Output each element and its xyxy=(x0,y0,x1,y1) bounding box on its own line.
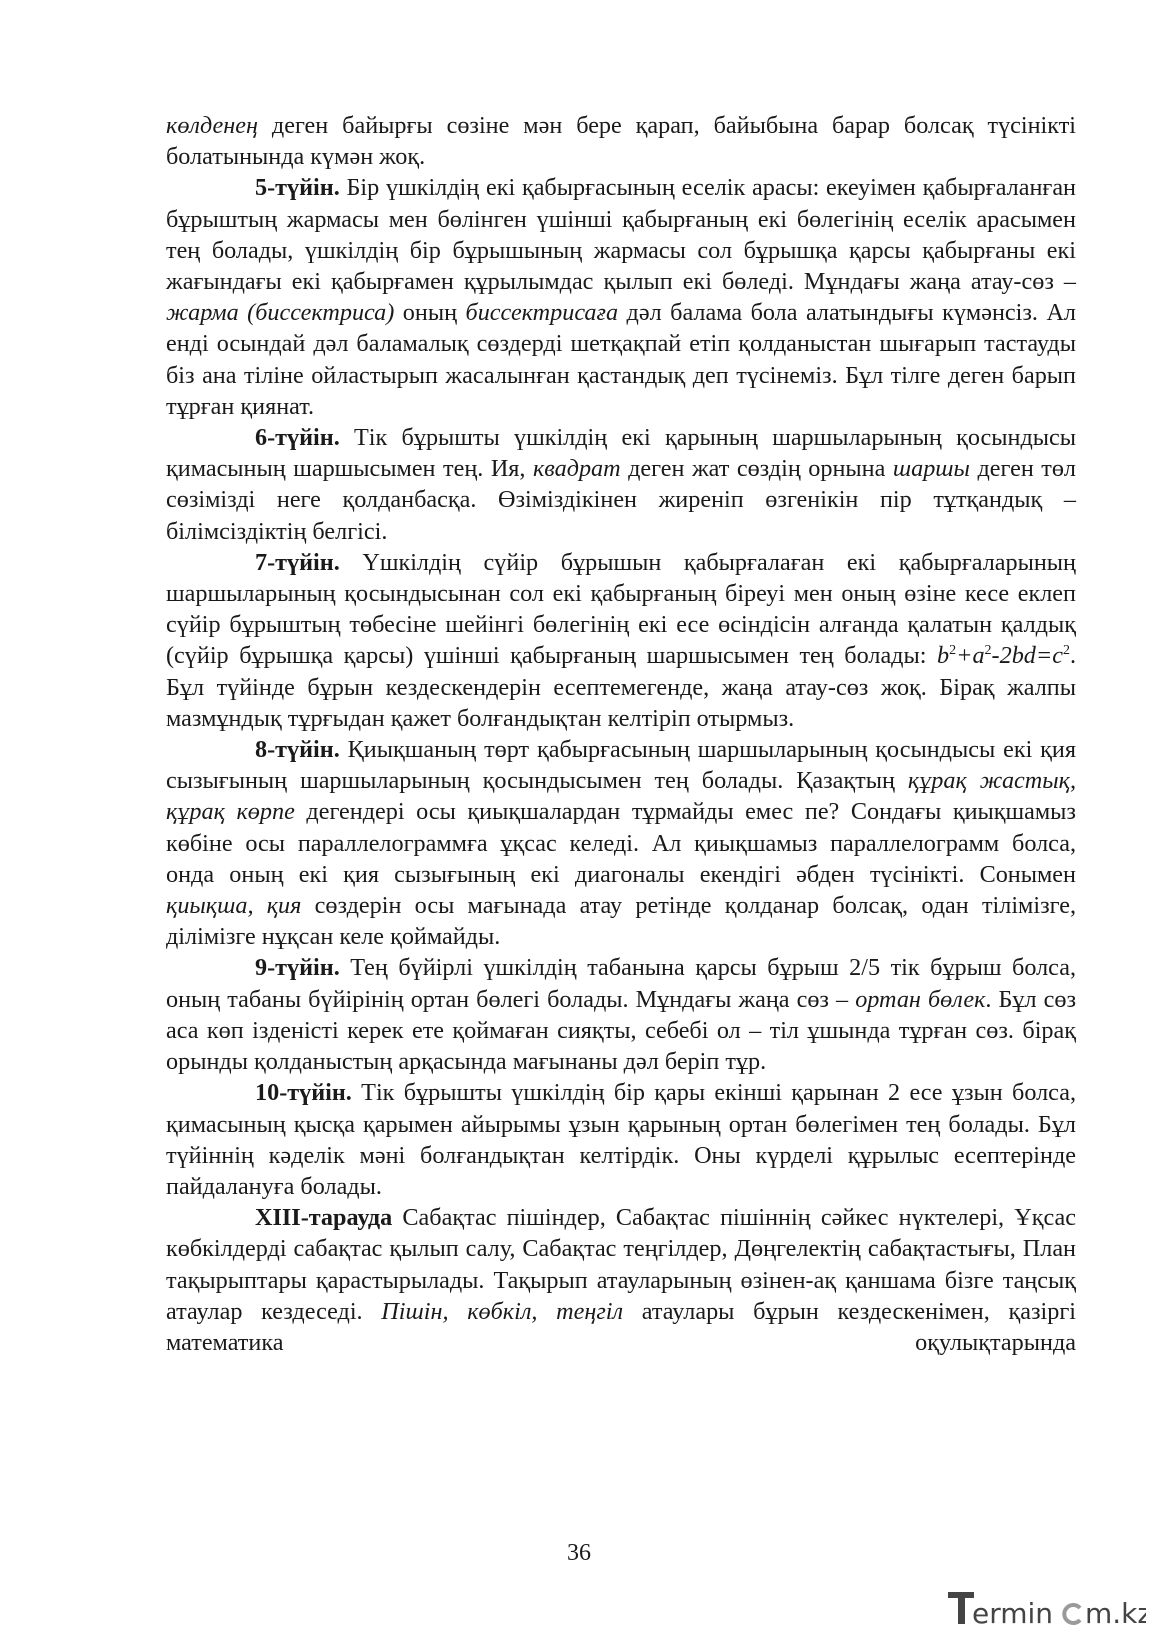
italic-text: көлденең xyxy=(166,112,258,139)
text-run: . Бұл сөз аса көп ізденісті керек ете қоймаған сияқты, себебі ол – тіл ұшында тұрған сөз. бірақ орынды қолданыстың арқасында мағынаны дәл беріп тұр. xyxy=(166,985,1077,1076)
text-run: деген төл сөзімізді неге қолданбасқа. Өзіміздікінен жиреніп өзгенікін пір тұтқандық – білімсіздіктің белгісі. xyxy=(166,455,1077,545)
italic-text: биссектрисаға xyxy=(465,299,619,327)
text-run: деген жат сөздің орнына xyxy=(620,455,893,483)
bold-text: 7-түйін. xyxy=(255,548,340,576)
italic-text: -2bd=c xyxy=(991,642,1063,670)
text-run: Сабақтас пішіндер, Сабақтас пішіннің сәйкес нүктелері, Ұқсас көбкілдерді сабақтас қылып салу, Сабақтас теңгілдер, Дөңгелектің сабақтастығы, План тақырыптары қарастырылады. Тақырып атауларының өзінен-ақ қаншама бізге таңсық атаулар кездеседі. xyxy=(166,1204,1076,1325)
text-run: сөздерін осы мағынада атау ретінде қолданар болсақ, одан тілімізге, ділімізге нұқсан келе қоймайды. xyxy=(166,892,1077,951)
paragraph xyxy=(166,1077,1076,1202)
bold-text: 8-түйін. xyxy=(255,736,340,764)
italic-text: b xyxy=(937,642,950,670)
bold-text: 10-түйін. xyxy=(255,1079,352,1107)
text-run: атаулары бұрын кездескенімен, қазіргі математика оқулықтарында xyxy=(166,1297,1076,1356)
paragraph xyxy=(166,1202,1076,1358)
text-run: оның xyxy=(394,299,466,327)
text-run: дәл балама бола алатындығы күмәнсіз. Ал енді осындай дәл баламалық сөздерді шетқақпай етіп қолданыстан шығарып тастауды біз ана тіліне ойластырып жасалынған қастандық деп түсінеміз. Бұл тілге деген барып тұрған қиянат. xyxy=(166,299,1077,420)
body-text xyxy=(166,110,1076,1358)
paragraph xyxy=(166,734,1076,952)
superscript: 2 xyxy=(984,643,992,659)
italic-text: қиықша, қия xyxy=(166,892,302,920)
logo-t-mark xyxy=(948,1592,974,1624)
text-run: Тең бүйірлі үшкілдің табанына қарсы бұрыш 2/5 тік бұрыш болса, оның табаны бүйірінің ортан бөлегі болады. Мұндағы жаңа сөз – xyxy=(166,954,1076,1013)
paragraph xyxy=(166,952,1076,1077)
italic-text: жарма (биссектриса) xyxy=(166,299,395,327)
paragraph xyxy=(166,547,1076,734)
text-run: Үшкілдің сүйір бұрышын қабырғалаған екі қабырғаларының шаршыларының қосындысынан сол екі қабырғаның біреуі мен оның өзіне кесе еклеп сүйір бұрыштың төбесіне шейінгі бөлегінің екі есе өсіндісін алғанда қалатын қалдық (сүйір бұрышқа қарсы) үшінші қабырғаның шаршысымен тең болады: xyxy=(166,548,1076,670)
text-run: Тік бұрышты үшкілдің екі қарының шаршыларының қосындысы қимасының шаршысымен тең. Ия, xyxy=(166,424,1076,483)
logo-text-ermin: ermin xyxy=(972,1597,1054,1630)
paragraph xyxy=(166,110,1076,172)
superscript: 2 xyxy=(949,643,957,659)
text-run: Қиықшаның төрт қабырғасының шаршыларының қосындысы екі қия сызығының шаршыларының қосындысымен тең болады. Қазақтың xyxy=(166,736,1076,795)
terminco-logo xyxy=(946,1586,1146,1630)
italic-text: Пішін, көбкіл, теңгіл xyxy=(381,1297,624,1325)
text-run: Бір үшкілдің екі қабырғасының еселік арасы: екеуімен қабырғаланған бұрыштың жармасы мен бөлінген үшінші қабырғаның екі бөлегінің еселік арасымен тең болады, үшкілдің бір бұрышының жармасы сол бұрышқа қарсы қабырғаны екі жағындағы екі қабырғамен құрылымдас қылып екі бөледі. Мұндағы жаңа атау-сөз – xyxy=(166,174,1076,296)
bold-text: 6-түйін. xyxy=(255,424,340,452)
logo-c-mark xyxy=(1064,1605,1080,1623)
text-run: дегендері осы қиықшалардан тұрмайды емес пе? Сондағы қиықшамыз көбіне осы параллелограммға ұқсас келеді. Ал қиықшамыз параллелограмм болса, онда оның екі қия сызығының екі диагоналы екендігі әбден түсінікті. Сонымен xyxy=(166,798,1076,888)
bold-text: 9-түйін. xyxy=(255,954,340,982)
superscript: 2 xyxy=(1062,643,1070,659)
italic-text: шаршы xyxy=(892,455,970,483)
bold-text: ХІІІ-тарауда xyxy=(255,1204,393,1232)
text-run: деген байырғы сөзіне мән бере қарап, байыбына барар болсақ түсінікті болатынында күмән жоқ. xyxy=(166,112,1076,171)
text-run: Тік бұрышты үшкілдің бір қары екінші қарынан 2 есе ұзын болса, қимасының қысқа қарымен айырымы ұзын қарының ортан бөлегімен тең болады. Бұл түйіннің кәделік мәні болғандықтан келтірдік. Оны күрделі құрылыс есептерінде пайдалануға болады. xyxy=(166,1079,1076,1200)
logo-text-mkz: m.kz xyxy=(1085,1597,1146,1630)
bold-text: 5-түйін. xyxy=(255,174,340,202)
paragraph xyxy=(166,172,1076,422)
italic-text: құрақ жастық, құрақ көрпе xyxy=(166,767,1076,826)
paragraph xyxy=(166,422,1076,547)
text-run: . Бұл түйінде бұрын кездескендерін есептемегенде, жаңа атау-сөз жоқ. Бірақ жалпы мазмұндық тұрғыдан қажет болғандықтан келтіріп отырмыз. xyxy=(166,642,1076,732)
italic-text: квадрат xyxy=(532,455,621,483)
page-number: 36 xyxy=(567,1540,591,1566)
italic-text: ортан бөлек xyxy=(855,985,986,1013)
italic-text: + xyxy=(956,642,973,670)
italic-text: a xyxy=(972,642,985,670)
